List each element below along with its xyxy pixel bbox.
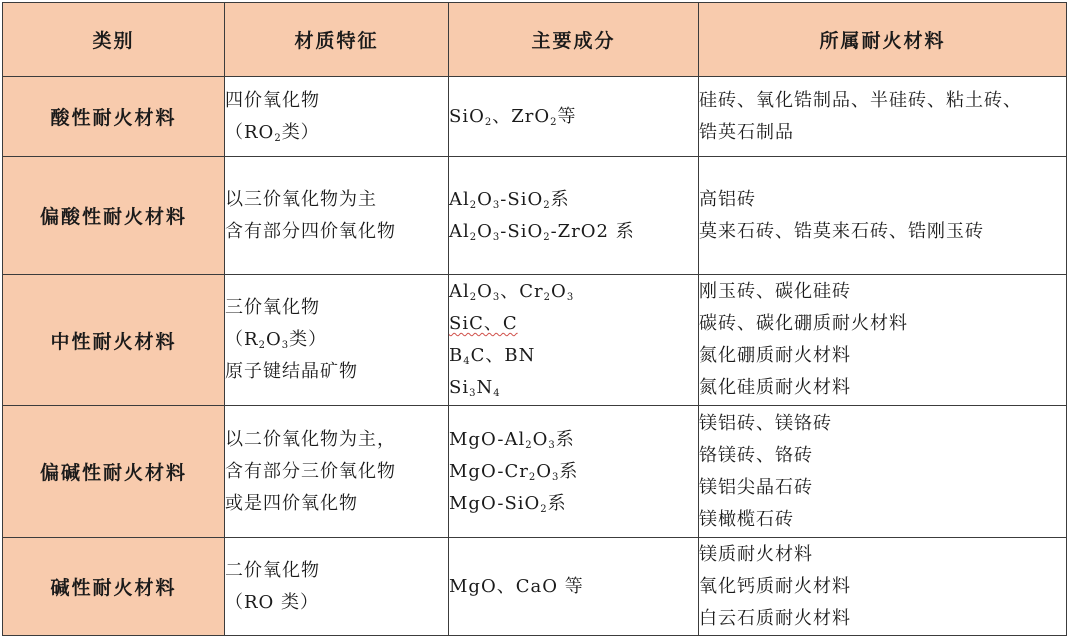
category-cell: 碱性耐火材料 <box>3 538 225 636</box>
composition-cell <box>449 406 699 538</box>
feature-cell <box>225 77 449 157</box>
feature-line: （$RO_2$类） <box>225 121 320 144</box>
feature-line: （$R_2O_3$类） <box>225 329 328 351</box>
feature-line: 原子键结晶矿物 <box>225 361 358 382</box>
composition-line: $Al_2O_3-SiO_2-ZrO2$ 系 <box>449 220 635 243</box>
composition-cell <box>449 275 699 406</box>
composition-line: $B_4C$、BN <box>449 345 536 367</box>
materials-cell <box>699 406 1067 538</box>
materials-line: 镁铝尖晶石砖 <box>699 476 813 498</box>
composition-line: MgO-SiO$_2$系 <box>449 492 567 515</box>
materials-line: 硅砖、氧化锆制品、半硅砖、粘土砖、 <box>699 89 1022 111</box>
materials-line: 镁橄榄石砖 <box>699 508 794 530</box>
category-cell: 偏酸性耐火材料 <box>3 157 225 275</box>
category-cell: 中性耐火材料 <box>3 275 225 406</box>
feature-line: 三价氧化物 <box>225 297 320 318</box>
composition-line: $Al_2O_3$、$Cr_2O_3$ <box>449 281 575 303</box>
materials-cell <box>699 77 1067 157</box>
header-composition: 主要成分 <box>449 3 699 77</box>
feature-line: 二价氧化物 <box>225 559 320 581</box>
materials-line: 铬镁砖、铬砖 <box>699 444 813 466</box>
materials-line: 氮化硼质耐火材料 <box>699 345 851 366</box>
composition-line: MgO-$Cr_2O_3$系 <box>449 460 579 483</box>
composition-line: SiO$_2$、ZrO$_2$等 <box>449 105 577 128</box>
header-feature: 材质特征 <box>225 3 449 77</box>
composition-cell <box>449 77 699 157</box>
composition-cell <box>449 538 699 636</box>
materials-cell <box>699 538 1067 636</box>
header-row <box>3 3 1067 77</box>
table-row <box>3 77 1067 157</box>
composition-line: SiC、C <box>449 313 518 334</box>
materials-line: 碳砖、碳化硼质耐火材料 <box>699 313 908 334</box>
composition-line: $Al_2O_3-SiO_2$系 <box>449 188 570 211</box>
feature-line: 含有部分四价氧化物 <box>225 220 396 242</box>
table-row <box>3 275 1067 406</box>
materials-cell <box>699 275 1067 406</box>
feature-cell <box>225 406 449 538</box>
category-cell: 酸性耐火材料 <box>3 77 225 157</box>
materials-line: 锆英石制品 <box>699 121 794 143</box>
feature-line: （RO 类） <box>225 591 320 613</box>
table-row <box>3 406 1067 538</box>
feature-cell <box>225 275 449 406</box>
materials-line: 氮化硅质耐火材料 <box>699 377 851 398</box>
materials-line: 镁质耐火材料 <box>699 543 813 565</box>
composition-cell <box>449 157 699 275</box>
category-cell: 偏碱性耐火材料 <box>3 406 225 538</box>
materials-line: 刚玉砖、碳化硅砖 <box>699 281 851 302</box>
materials-cell <box>699 157 1067 275</box>
header-materials: 所属耐火材料 <box>699 3 1067 77</box>
materials-line: 高铝砖 <box>699 188 756 210</box>
feature-line: 以三价氧化物为主 <box>225 188 377 210</box>
feature-line: 含有部分三价氧化物 <box>225 460 396 482</box>
feature-cell <box>225 538 449 636</box>
materials-line: 镁铝砖、镁铬砖 <box>699 412 832 434</box>
feature-line: 四价氧化物 <box>225 89 320 111</box>
header-category: 类别 <box>3 3 225 77</box>
materials-line: 白云石质耐火材料 <box>699 607 851 629</box>
refractory-classification-table <box>2 2 1067 636</box>
materials-line: 氧化钙质耐火材料 <box>699 575 851 597</box>
composition-line: MgO、CaO 等 <box>449 575 584 597</box>
table-row <box>3 157 1067 275</box>
materials-line: 莫来石砖、锆莫来石砖、锆刚玉砖 <box>699 220 984 242</box>
table-row <box>3 538 1067 636</box>
feature-cell <box>225 157 449 275</box>
feature-line: 以二价氧化物为主， <box>225 428 396 450</box>
composition-line: $Si_3N_4$ <box>449 377 501 399</box>
feature-line: 或是四价氧化物 <box>225 492 358 514</box>
composition-line: MgO-$Al_2O_3$系 <box>449 428 575 451</box>
